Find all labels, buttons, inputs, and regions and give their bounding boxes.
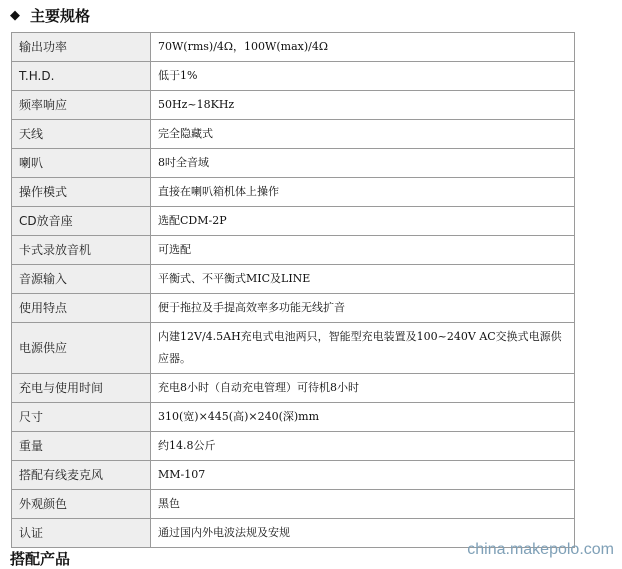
- table-row: [12, 149, 575, 178]
- spec-value: 可选配: [151, 236, 575, 265]
- spec-value: 约14.8公斤: [151, 432, 575, 461]
- spec-value: 直接在喇叭箱机体上操作: [151, 178, 575, 207]
- spec-value: 8吋全音域: [151, 149, 575, 178]
- spec-label: 电源供应: [12, 323, 151, 374]
- spec-label: 操作模式: [12, 178, 151, 207]
- table-row: [12, 120, 575, 149]
- spec-value: MM-107: [151, 461, 575, 490]
- table-row: [12, 432, 575, 461]
- spec-label: 外观颜色: [12, 490, 151, 519]
- spec-value: 完全隐藏式: [151, 120, 575, 149]
- spec-label: 音源输入: [12, 265, 151, 294]
- spec-value: 70W(rms)/4Ω，100W(max)/4Ω: [151, 33, 575, 62]
- table-row: [12, 207, 575, 236]
- table-row: [12, 403, 575, 432]
- watermark: china.makepolo.com: [467, 541, 614, 558]
- spec-label: 使用特点: [12, 294, 151, 323]
- table-row: [12, 294, 575, 323]
- spec-value: 通过国内外电波法规及安规: [151, 519, 575, 548]
- table-row: [12, 461, 575, 490]
- spec-label: 输出功率: [12, 33, 151, 62]
- table-row: [12, 236, 575, 265]
- section-heading: [10, 4, 90, 26]
- spec-label: 搭配有线麦克风: [12, 461, 151, 490]
- table-row: [12, 91, 575, 120]
- spec-label: CD放音座: [12, 207, 151, 236]
- spec-label: 认证: [12, 519, 151, 548]
- spec-label: 重量: [12, 432, 151, 461]
- spec-label: 频率响应: [12, 91, 151, 120]
- spec-value: 选配CDM-2P: [151, 207, 575, 236]
- table-row: [12, 178, 575, 207]
- spec-value: 平衡式、不平衡式MIC及LINE: [151, 265, 575, 294]
- spec-table: [11, 32, 575, 548]
- spec-value: 内建12V/4.5AH充电式电池两只，智能型充电装置及100~240V AC交换式电源供应器。: [151, 323, 575, 374]
- table-row: [12, 33, 575, 62]
- section-title: 主要规格: [30, 6, 91, 25]
- table-row: [12, 265, 575, 294]
- spec-label: 天线: [12, 120, 151, 149]
- spec-label: 喇叭: [12, 149, 151, 178]
- spec-value: 50Hz~18KHz: [151, 91, 575, 120]
- next-section-heading: 搭配产品: [10, 550, 71, 568]
- table-row: [12, 374, 575, 403]
- spec-label: 充电与使用时间: [12, 374, 151, 403]
- spec-value: 便于拖拉及手提高效率多功能无线扩音: [151, 294, 575, 323]
- spec-label: 尺寸: [12, 403, 151, 432]
- spec-value: 低于1%: [151, 62, 575, 91]
- spec-value: 310(宽)×445(高)×240(深)mm: [151, 403, 575, 432]
- spec-value: 充电8小时（自动充电管理）可待机8小时: [151, 374, 575, 403]
- table-row: [12, 323, 575, 374]
- table-row: [12, 62, 575, 91]
- table-row: [12, 490, 575, 519]
- spec-value: 黑色: [151, 490, 575, 519]
- spec-label: T.H.D.: [12, 62, 151, 91]
- spec-label: 卡式录放音机: [12, 236, 151, 265]
- diamond-icon: ◆: [10, 7, 20, 23]
